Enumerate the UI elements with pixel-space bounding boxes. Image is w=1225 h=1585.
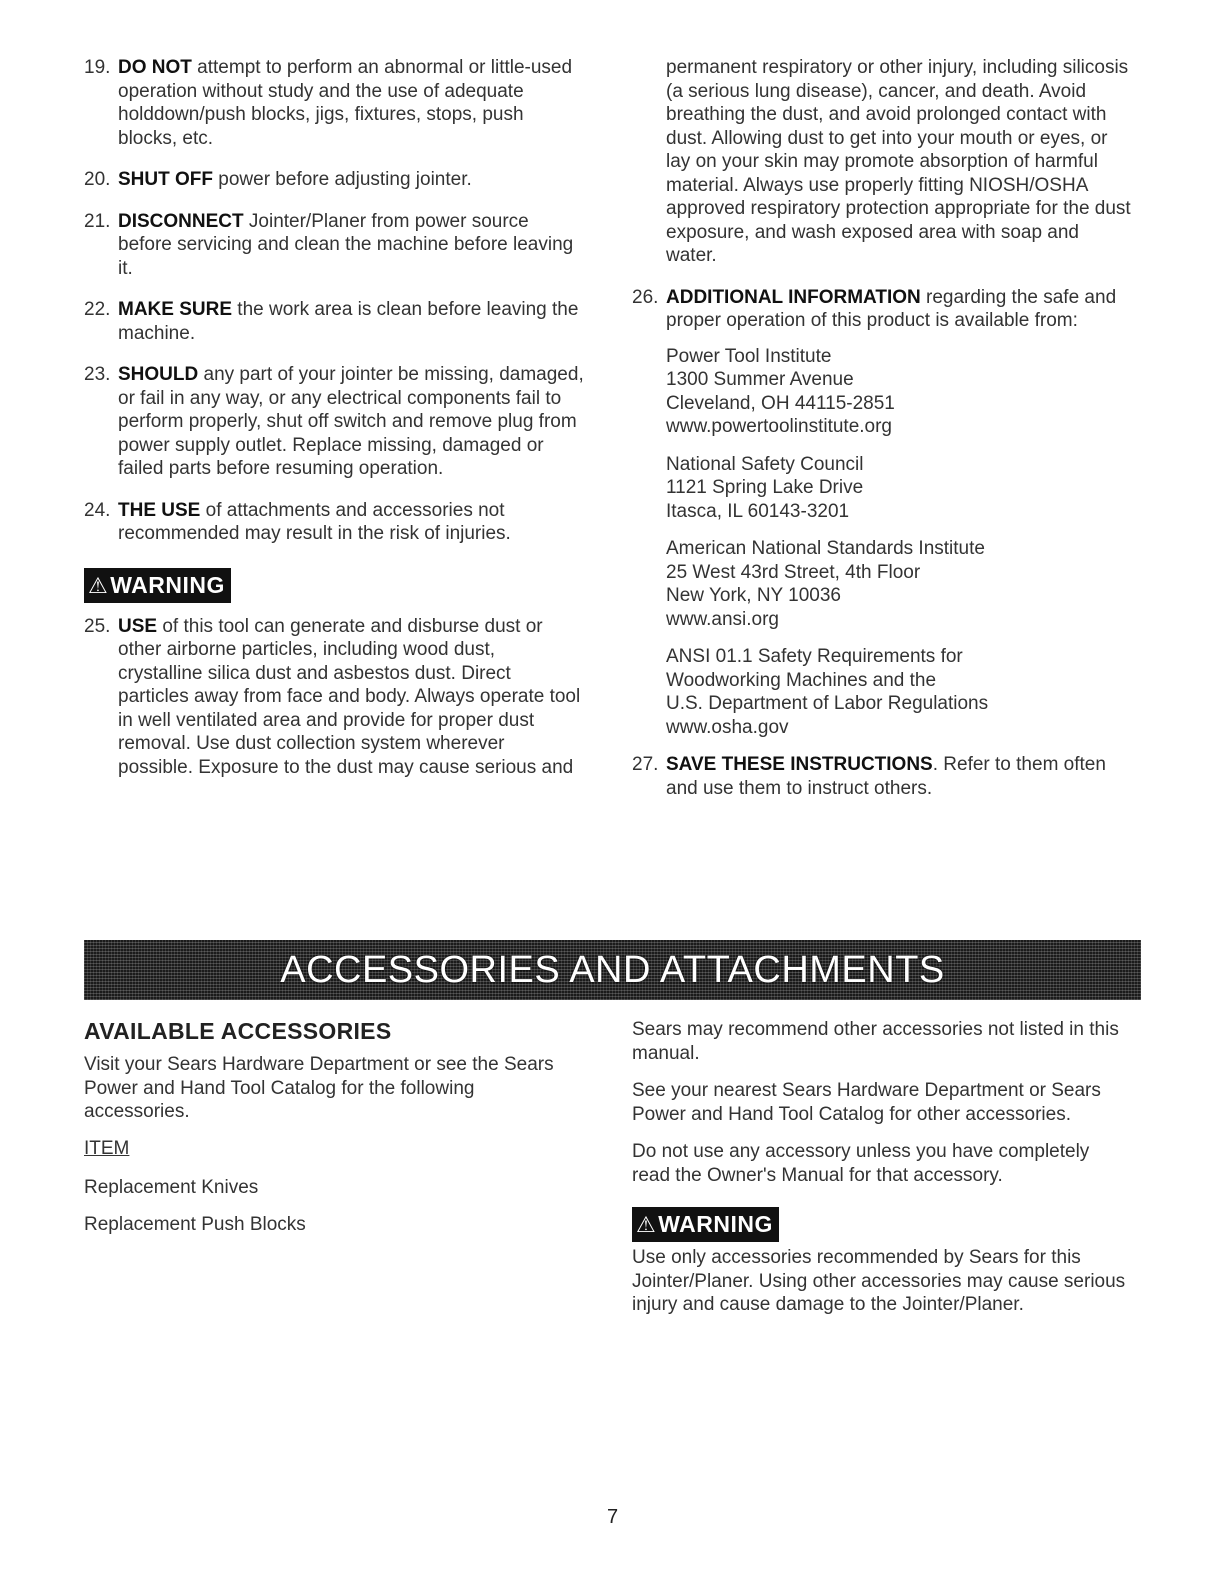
address-line: ANSI 01.1 Safety Requirements for <box>666 646 963 667</box>
item-text: of this tool can generate and disburse dust or other airborne particles, including wood dust, crystalline silica dust and asbestos dust. Direct particles away from face and body. Always operate tool in well ventilated area and provide for proper dust removal. Use dust collection system wherever possible. Exposure to the dust may cause serious and <box>118 615 581 778</box>
address-url: www.ansi.org <box>666 608 779 630</box>
item-number: 23. <box>84 364 111 385</box>
item-lead: DO NOT <box>118 57 192 78</box>
item-number: 27. <box>632 754 659 775</box>
item-lead: DISCONNECT <box>118 210 244 232</box>
item-number: 22. <box>84 299 111 320</box>
warning-badge <box>84 568 231 603</box>
intro-paragraph: Visit your Sears Hardware Department or see the Sears Power and Hand Tool Catalog for the following accessories. <box>84 1054 554 1122</box>
section-banner <box>84 940 1141 1000</box>
item-text: the work area is clean before leaving the machine. <box>118 299 579 344</box>
safety-item-20 <box>84 168 584 192</box>
item-number: 20. <box>84 169 111 190</box>
safety-item-24 <box>84 499 584 546</box>
address-url: www.powertoolinstitute.org <box>666 416 892 437</box>
address-line: U.S. Department of Labor Regulations <box>666 693 989 714</box>
warning-text: Use only accessories recommended by Sears for this Jointer/Planer. Using other accessories may cause serious injury and cause damage to the Jointer/Planer. <box>632 1247 1126 1315</box>
item-column-heading: ITEM <box>84 1137 130 1159</box>
item-number: 24. <box>84 499 111 521</box>
warning-badge <box>632 1207 779 1242</box>
warning-triangle-icon: ⚠ <box>88 572 109 598</box>
safety-item-25 <box>84 615 584 780</box>
safety-item-25-continued <box>632 56 1132 268</box>
address-line: 25 West 43rd Street, 4th Floor <box>666 561 921 583</box>
banner-title: ACCESSORIES AND ATTACHMENTS <box>280 948 945 991</box>
item-text: regarding the safe and proper operation of this product is available from: <box>666 286 1117 331</box>
item-text: any part of your jointer be missing, damaged, or fail in any way, or any electrical components fail to perform properly, shut off switch and remove plug from power supply outlet. Replace missing, damaged or failed parts before resuming operation. <box>118 364 584 479</box>
item-lead: SHOULD <box>118 364 199 385</box>
item-text: attempt to perform an abnormal or little-used operation without study and the use of adequate holddown/push blocks, jigs, fixtures, stops, push blocks, etc. <box>118 57 573 149</box>
address-line: Power Tool Institute <box>666 345 832 367</box>
safety-item-23 <box>84 363 584 481</box>
right-column <box>632 56 1132 818</box>
address-line: 1121 Spring Lake Drive <box>666 477 864 498</box>
address-osha <box>666 645 1132 739</box>
item-lead: MAKE SURE <box>118 299 233 320</box>
item-number: 19. <box>84 57 111 78</box>
accessory-item: Replacement Push Blocks <box>84 1214 306 1235</box>
item-lead: SHUT OFF <box>118 169 213 190</box>
item-lead: THE USE <box>118 499 201 521</box>
available-accessories-section <box>84 1018 584 1251</box>
accessory-item: Replacement Knives <box>84 1176 259 1198</box>
note-paragraph: Sears may recommend other accessories not listed in this manual. <box>632 1019 1119 1064</box>
item-lead: SAVE THESE INSTRUCTIONS <box>666 754 933 775</box>
safety-item-21 <box>84 210 584 281</box>
item-text: permanent respiratory or other injury, including silicosis (a serious lung disease), cancer, and death. Avoid breathing the dust, and avoid prolonged contact with dust. Allowing dust to get into your mouth or eyes, or lay on your skin may promote absorption of harmful material. Always use properly fitting NIOSH/OSHA approved respiratory protection appropriate for the dust exposure, and wash exposed area with soap and water. <box>666 57 1131 266</box>
item-text: . Refer to them often and use them to instruct others. <box>666 754 1106 799</box>
accessories-notes <box>632 1018 1132 1331</box>
address-line: New York, NY 10036 <box>666 585 841 606</box>
safety-item-26 <box>632 286 1132 333</box>
safety-item-27 <box>632 753 1132 800</box>
address-line: Woodworking Machines and the <box>666 669 937 691</box>
safety-item-19 <box>84 56 584 150</box>
address-line: Cleveland, OH 44115-2851 <box>666 392 895 414</box>
warning-triangle-icon: ⚠ <box>636 1212 657 1237</box>
address-power-tool-institute <box>666 345 1132 439</box>
warning-label: WARNING <box>658 1211 773 1237</box>
address-line: 1300 Summer Avenue <box>666 369 854 390</box>
address-national-safety-council <box>666 453 1132 524</box>
item-text: Jointer/Planer from power source before servicing and clean the machine before leaving it. <box>118 210 574 279</box>
item-number: 21. <box>84 210 111 232</box>
address-line: Itasca, IL 60143-3201 <box>666 500 850 522</box>
note-paragraph: Do not use any accessory unless you have completely read the Owner's Manual for that accessory. <box>632 1141 1090 1186</box>
section-title: AVAILABLE ACCESSORIES <box>84 1018 392 1044</box>
item-text: of attachments and accessories not recommended may result in the risk of injuries. <box>118 499 511 544</box>
address-line: National Safety Council <box>666 453 864 475</box>
page-number: 7 <box>606 1506 619 1528</box>
warning-label: WARNING <box>110 571 225 598</box>
item-number: 25. <box>84 615 111 637</box>
left-column <box>84 56 584 797</box>
address-url: www.osha.gov <box>666 716 789 738</box>
item-text: power before adjusting jointer. <box>213 169 472 190</box>
safety-item-22 <box>84 298 584 345</box>
item-number: 26. <box>632 286 659 308</box>
address-ansi <box>666 537 1132 631</box>
item-lead: ADDITIONAL INFORMATION <box>666 286 921 308</box>
item-lead: USE <box>118 615 158 637</box>
address-line: American National Standards Institute <box>666 538 985 559</box>
note-paragraph: See your nearest Sears Hardware Department or Sears Power and Hand Tool Catalog for other accessories. <box>632 1080 1101 1125</box>
